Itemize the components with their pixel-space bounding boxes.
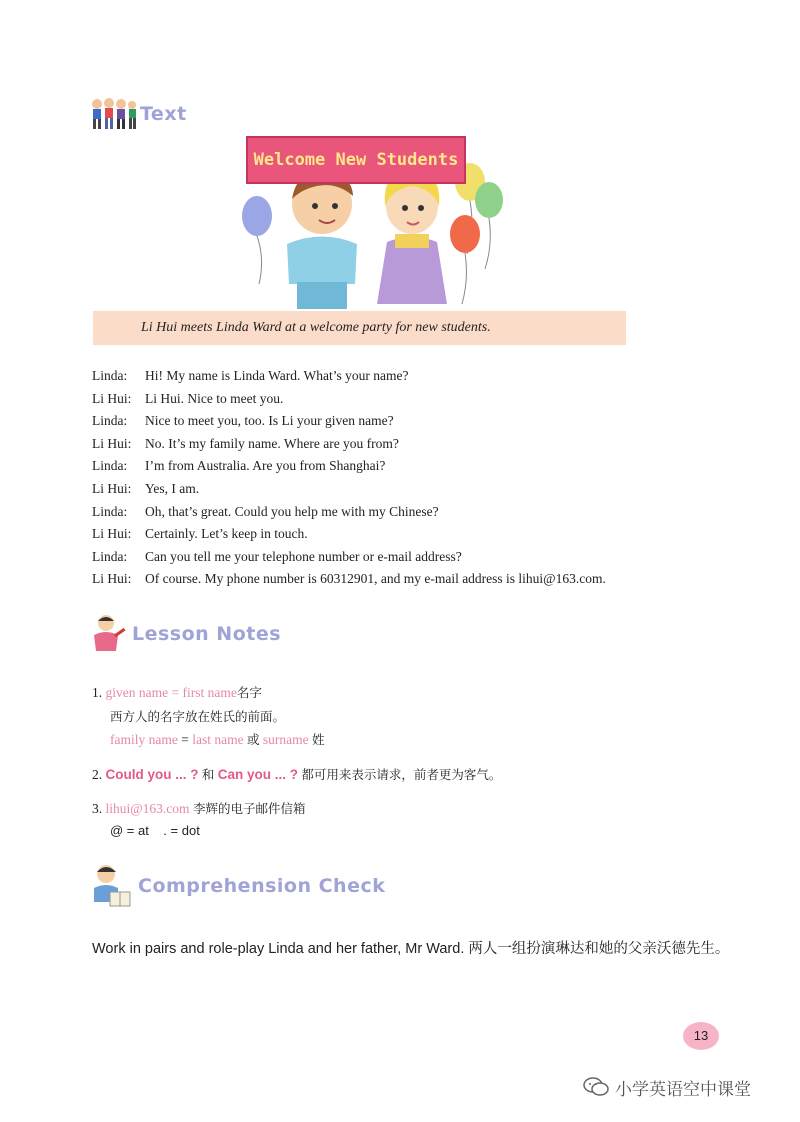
note-number: 3. [92,801,103,816]
note-1-family-name [110,730,324,748]
dialogue-row [92,455,712,478]
note-chinese: 和 [201,767,215,782]
note-chinese: 姓 [311,732,325,747]
dialogue-line: No. It’s my family name. Where are you from? [145,435,399,451]
note-chinese: 都可用来表示请求，前者更为客气。 [301,767,502,782]
dialogue-row [92,365,712,388]
note-3 [92,799,305,817]
note-chinese: 或 [246,732,260,747]
note-chinese: 李辉的电子邮件信箱 [192,801,306,816]
note-term: Can you ... ? [217,767,299,782]
dialogue-row [92,546,712,569]
lesson-notes-heading [90,612,281,656]
note-3-symbols: @ = at . = dot [110,823,200,838]
note-1-explanation: 西方人的名字放在姓氏的前面。 [110,709,286,724]
dialogue-line: I’m from Australia. Are you from Shanghai? [145,458,386,474]
speaker: Li Hui: [92,390,132,406]
note-term: surname [262,732,309,747]
speaker: Li Hui: [92,526,132,542]
girl-writing-icon [90,613,128,655]
scene-caption-text: Li Hui meets Linda Ward at a welcome party for new students. [141,320,491,335]
note-term: last name [192,732,244,747]
page-number: 13 [683,1022,719,1050]
children-group-icon [90,97,138,131]
dialogue-row [92,568,712,591]
dialogue [92,365,712,591]
dialogue-line: Oh, that’s great. Could you help me with my Chinese? [145,503,439,519]
speaker: Li Hui: [92,571,132,587]
note-2 [92,765,501,783]
dialogue-row [92,410,712,433]
boy-reading-icon [90,862,134,910]
dialogue-line: Of course. My phone number is 60312901, and my e-mail address is lihui@163.com. [145,571,606,587]
speaker: Li Hui: [92,435,132,451]
dialogue-row [92,523,712,546]
chat-bubble-icon [583,1076,609,1098]
comprehension-heading [90,862,385,910]
comprehension-instruction: Work in pairs and role-play Linda and her father, Mr Ward. 两人一组扮演琳达和她的父亲沃德先生。 [92,941,730,957]
note-term: family name [110,732,178,747]
note-1 [92,683,262,701]
watermark-text: 小学英语空中课堂 [615,1079,751,1100]
speaker: Linda: [92,413,128,429]
speaker: Linda: [92,458,128,474]
equals-sign: = [177,732,193,747]
dialogue-row [92,388,712,411]
dialogue-line: Yes, I am. [145,480,200,496]
dialogue-line: Can you tell me your telephone number or e-mail address? [145,548,462,564]
dialogue-line: Li Hui. Nice to meet you. [145,390,284,406]
note-term: given name = first name [105,685,237,700]
note-number: 2. [92,767,103,782]
lesson-notes-title: Lesson Notes [132,623,282,645]
dialogue-row [92,433,712,456]
dialogue-row [92,478,712,501]
speaker: Linda: [92,548,128,564]
note-term: Could you ... ? [105,767,199,782]
watermark [583,1073,751,1101]
scene-caption [93,311,626,345]
speaker: Linda: [92,503,128,519]
speaker: Linda: [92,368,128,383]
note-number: 1. [92,685,103,700]
dialogue-line: Nice to meet you, too. Is Li your given name? [145,413,394,429]
text-section-title: Text [140,103,187,125]
dialogue-line: Hi! My name is Linda Ward. What’s your name? [145,368,409,383]
speaker: Li Hui: [92,480,132,496]
note-term: lihui@163.com [105,801,190,816]
dialogue-line: Certainly. Let’s keep in touch. [145,526,308,542]
comprehension-title: Comprehension Check [138,875,386,897]
note-chinese: 名字 [236,685,262,700]
welcome-banner: Welcome New Students [246,136,466,184]
text-heading [90,96,187,132]
dialogue-row [92,501,712,524]
